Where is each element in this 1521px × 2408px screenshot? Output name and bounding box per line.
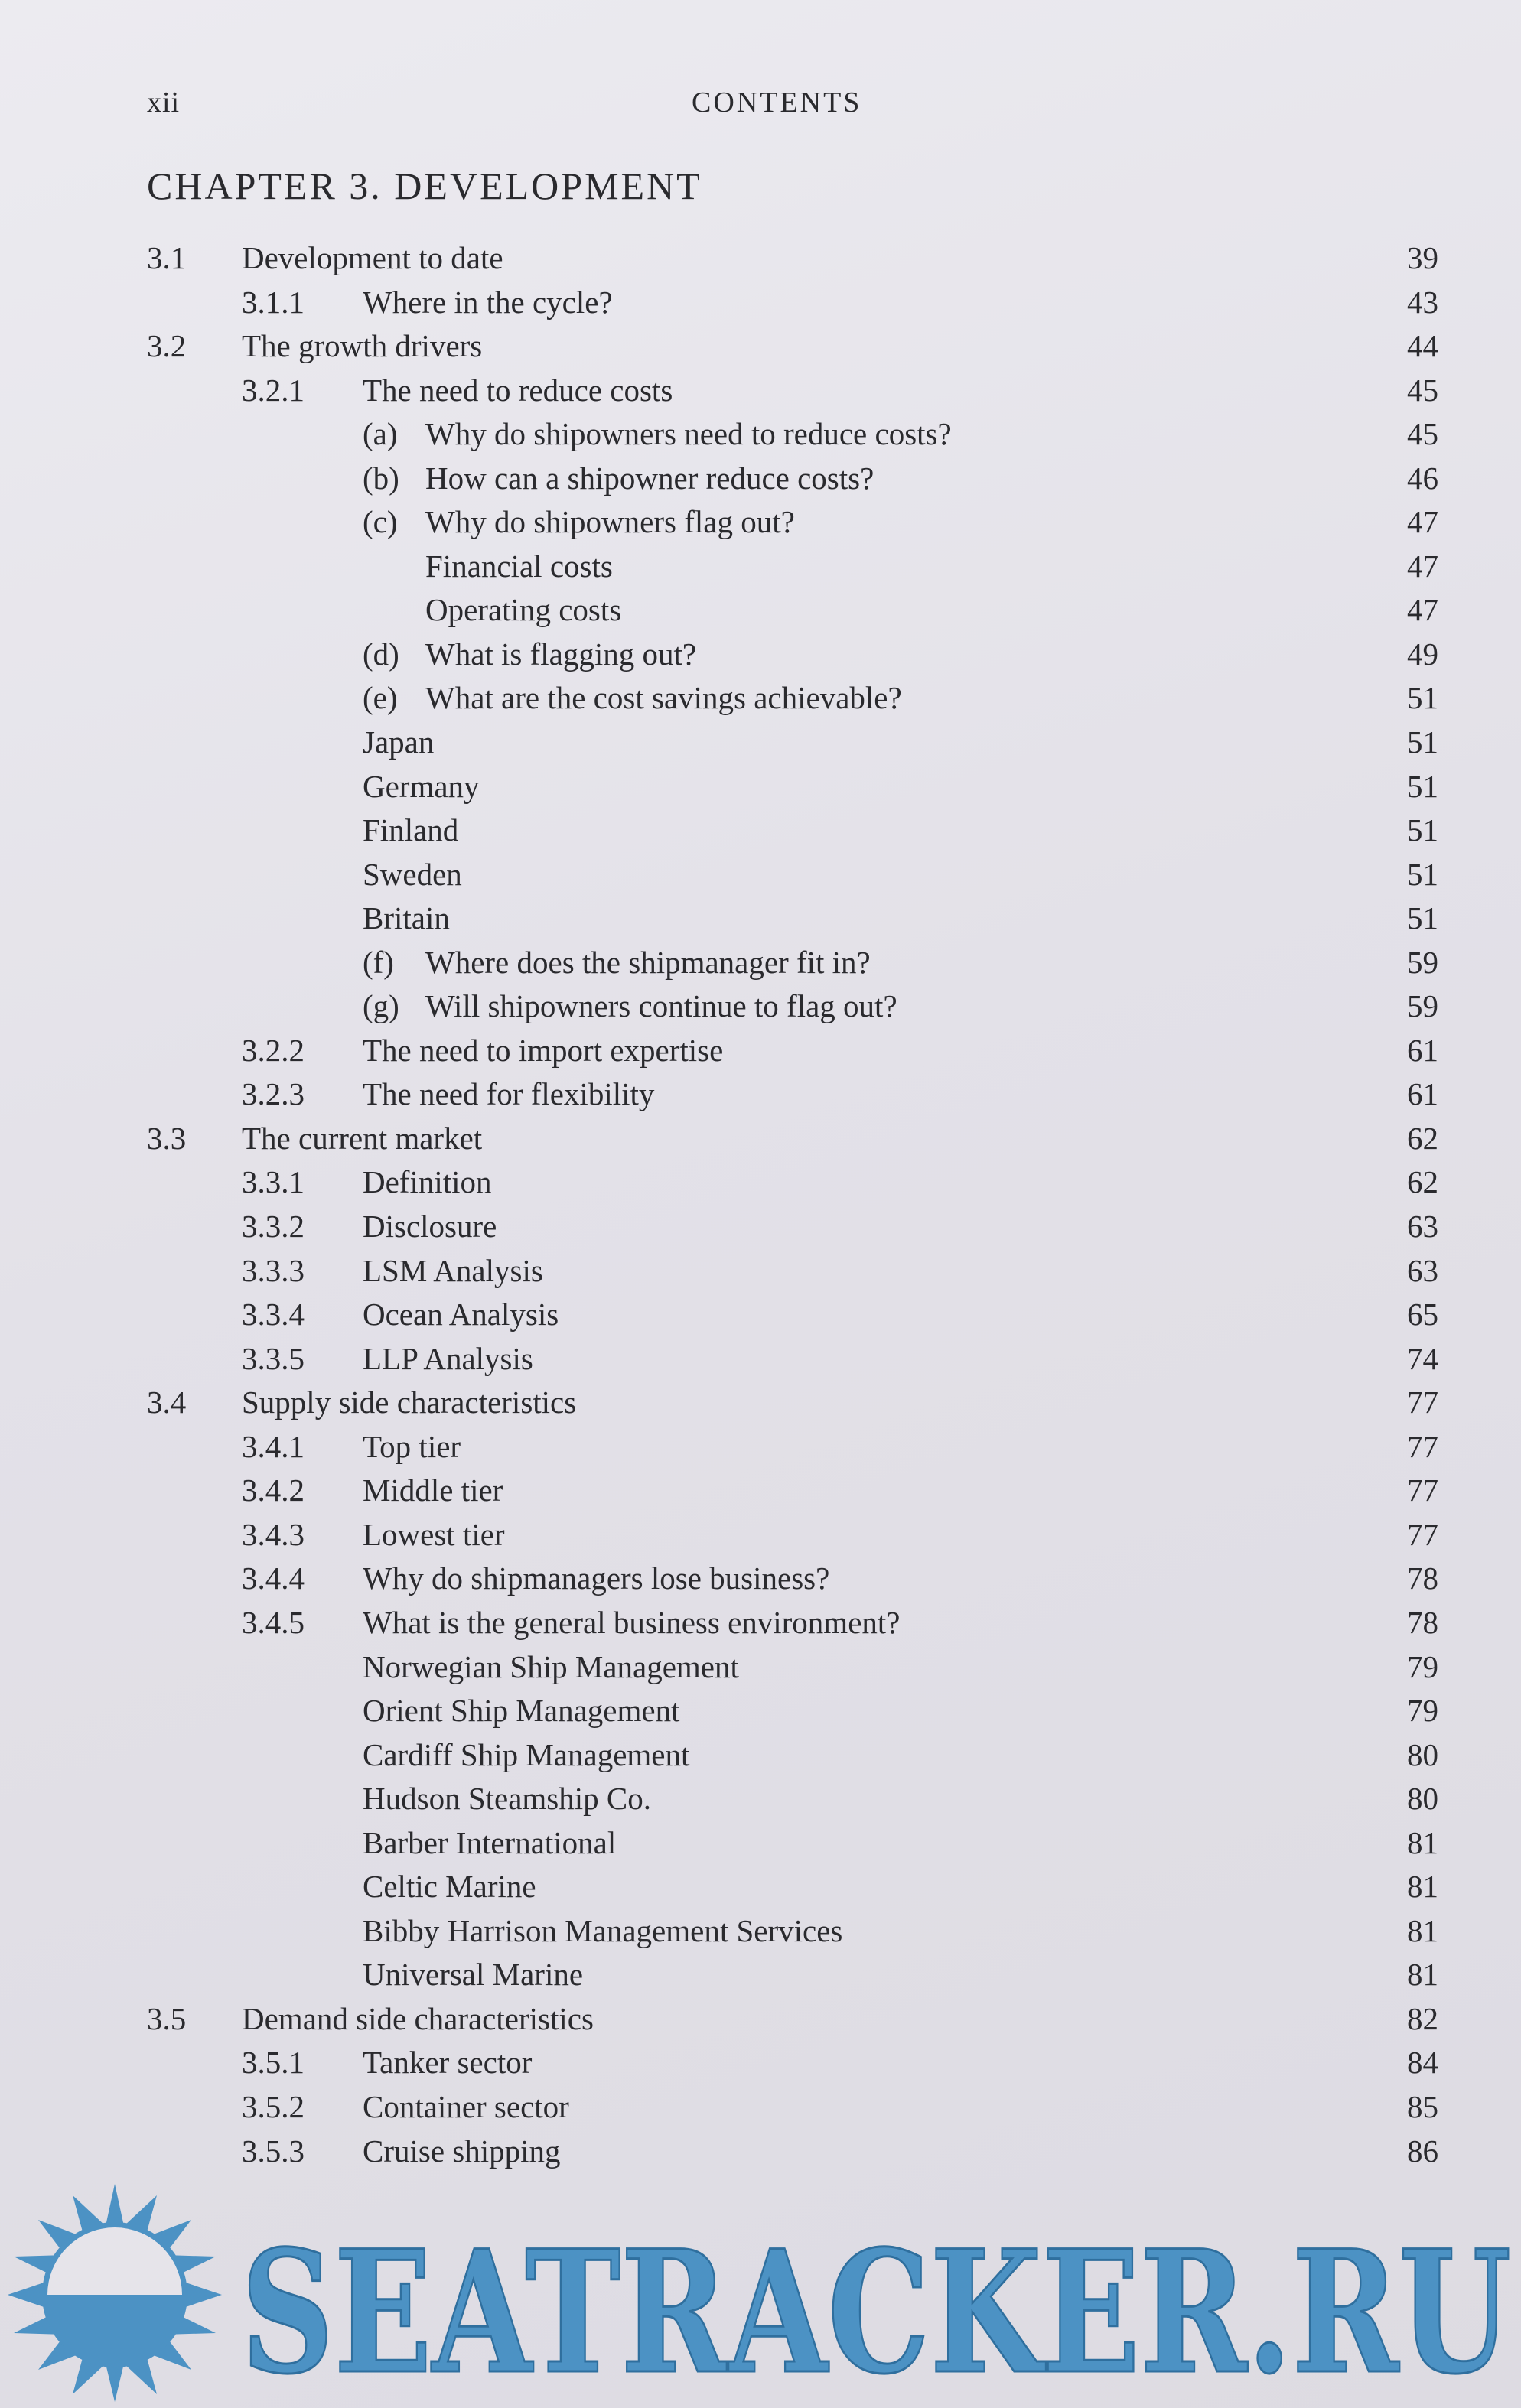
entry-page: 84 [1407, 2045, 1438, 2081]
entry-page: 45 [1407, 416, 1438, 452]
toc-entry [147, 1603, 1438, 1648]
entry-number: 3.1 [147, 240, 187, 275]
entry-page: 39 [1407, 240, 1438, 275]
toc-entry [147, 2132, 1438, 2176]
entry-number: 3.3.1 [242, 1164, 305, 1200]
toc-entry [147, 855, 1438, 900]
entry-page: 79 [1407, 1648, 1438, 1684]
entry-page: 63 [1407, 1209, 1438, 1245]
toc-entry [147, 459, 1438, 503]
entry-title: Development to date [242, 240, 503, 275]
toc-entry [147, 1207, 1438, 1251]
toc-entry [147, 1691, 1438, 1736]
entry-title: Lowest tier [363, 1516, 505, 1552]
toc-entry [147, 723, 1438, 767]
entry-page: 77 [1407, 1472, 1438, 1508]
entry-page: 63 [1407, 1252, 1438, 1288]
entry-number: 3.4.2 [242, 1472, 305, 1508]
toc-entry [147, 767, 1438, 812]
entry-title: Tanker sector [363, 2045, 533, 2081]
entry-page: 59 [1407, 944, 1438, 980]
entry-title: Universal Marine [363, 1957, 584, 1993]
entry-title: Germany [363, 768, 480, 804]
entry-page: 61 [1407, 1032, 1438, 1068]
running-head [147, 86, 1432, 124]
entry-title: Britain [363, 900, 450, 936]
entry-number: 3.1.1 [242, 284, 305, 320]
entry-page: 81 [1407, 1869, 1438, 1905]
entry-title: Container sector [363, 2088, 569, 2124]
toc-entry [147, 1295, 1438, 1339]
toc-entry [147, 1824, 1438, 1868]
entry-title: Why do shipmanagers lose business? [363, 1560, 830, 1596]
toc-entry [147, 1031, 1438, 1075]
toc-entry [147, 943, 1438, 988]
entry-number: 3.4.3 [242, 1516, 305, 1552]
entry-number: 3.5 [147, 2000, 187, 2036]
entry-title: Operating costs [425, 592, 622, 628]
entry-title: The need to reduce costs [363, 372, 673, 408]
entry-title: Cruise shipping [363, 2133, 561, 2169]
toc-entry [147, 2043, 1438, 2087]
entry-title: The need for flexibility [363, 1076, 655, 1112]
entry-title: Why do shipowners need to reduce costs? [425, 416, 952, 452]
entry-page: 85 [1407, 2088, 1438, 2124]
toc-entry [147, 987, 1438, 1031]
toc-entry [147, 1912, 1438, 1956]
entry-title: Why do shipowners flag out? [425, 504, 795, 540]
entry-page: 77 [1407, 1428, 1438, 1464]
entry-number: 3.2.2 [242, 1032, 305, 1068]
entry-title: Where does the shipmanager fit in? [425, 944, 871, 980]
entry-number: (a) [363, 416, 398, 452]
entry-number: 3.4 [147, 1385, 187, 1420]
entry-page: 47 [1407, 548, 1438, 584]
entry-title: How can a shipowner reduce costs? [425, 460, 874, 496]
running-head-title: CONTENTS [692, 86, 862, 119]
entry-title: Financial costs [425, 548, 613, 584]
entry-page: 51 [1407, 768, 1438, 804]
toc-entry [147, 283, 1438, 327]
toc-entry [147, 1075, 1438, 1119]
entry-number: (d) [363, 636, 399, 672]
entry-page: 77 [1407, 1516, 1438, 1552]
entry-title: LLP Analysis [363, 1340, 533, 1376]
entry-number: 3.4.4 [242, 1560, 305, 1596]
entry-page: 59 [1407, 988, 1438, 1024]
watermark [0, 2180, 1521, 2402]
entry-title: Celtic Marine [363, 1869, 536, 1905]
entry-title: The need to import expertise [363, 1032, 724, 1068]
entry-title: Ocean Analysis [363, 1297, 559, 1333]
entry-number: 3.3.2 [242, 1209, 305, 1245]
toc-entry [147, 239, 1438, 283]
entry-title: Supply side characteristics [242, 1385, 577, 1420]
entry-title: The current market [242, 1120, 483, 1156]
entry-page: 62 [1407, 1120, 1438, 1156]
entry-title: Sweden [363, 856, 462, 892]
entry-number: 3.2 [147, 328, 187, 364]
entry-page: 81 [1407, 1912, 1438, 1948]
toc-entry [147, 1251, 1438, 1296]
entry-page: 80 [1407, 1781, 1438, 1817]
entry-number: (b) [363, 460, 399, 496]
entry-page: 49 [1407, 636, 1438, 672]
entry-page: 86 [1407, 2133, 1438, 2169]
entry-page: 51 [1407, 680, 1438, 716]
toc-entry [147, 1427, 1438, 1472]
entry-title: Cardiff Ship Management [363, 1736, 690, 1772]
toc-entry [147, 1736, 1438, 1780]
entry-page: 81 [1407, 1824, 1438, 1860]
entry-title: Barber International [363, 1824, 617, 1860]
toc-entry [147, 1559, 1438, 1603]
entry-number: 3.5.1 [242, 2045, 305, 2081]
sun-logo-icon [8, 2184, 222, 2402]
entry-title: Middle tier [363, 1472, 503, 1508]
toc-entry [147, 1779, 1438, 1824]
entry-number: (c) [363, 504, 398, 540]
entry-number: 3.3.5 [242, 1340, 305, 1376]
toc-entry [147, 1648, 1438, 1692]
entry-title: Definition [363, 1164, 492, 1200]
entry-page: 74 [1407, 1340, 1438, 1376]
entry-title: Top tier [363, 1428, 461, 1464]
entry-page: 47 [1407, 592, 1438, 628]
entry-title: Will shipowners continue to flag out? [425, 988, 897, 1024]
entry-title: What is the general business environment? [363, 1604, 901, 1640]
toc-entry [147, 2087, 1438, 2132]
entry-page: 45 [1407, 372, 1438, 408]
entry-number: 3.4.5 [242, 1604, 305, 1640]
toc-entry [147, 811, 1438, 855]
entry-page: 77 [1407, 1385, 1438, 1420]
entry-title: Bibby Harrison Management Services [363, 1912, 843, 1948]
toc-entry [147, 1955, 1438, 2000]
entry-title: Disclosure [363, 1209, 497, 1245]
toc-entry [147, 503, 1438, 547]
toc-entry [147, 1339, 1438, 1384]
entry-number: (f) [363, 944, 394, 980]
entry-title: Orient Ship Management [363, 1693, 680, 1729]
entry-page: 82 [1407, 2000, 1438, 2036]
table-of-contents [147, 239, 1438, 2175]
entry-number: 3.2.1 [242, 372, 305, 408]
entry-page: 65 [1407, 1297, 1438, 1333]
toc-entry [147, 1119, 1438, 1163]
toc-entry [147, 1867, 1438, 1912]
entry-page: 61 [1407, 1076, 1438, 1112]
entry-page: 62 [1407, 1164, 1438, 1200]
entry-title: Hudson Steamship Co. [363, 1781, 651, 1817]
entry-page: 51 [1407, 856, 1438, 892]
toc-entry [147, 1163, 1438, 1207]
entry-page: 79 [1407, 1693, 1438, 1729]
toc-entry [147, 1471, 1438, 1515]
entry-title: Japan [363, 724, 435, 760]
entry-title: Norwegian Ship Management [363, 1648, 739, 1684]
entry-page: 78 [1407, 1604, 1438, 1640]
entry-title: Where in the cycle? [363, 284, 613, 320]
toc-entry [147, 2000, 1438, 2044]
entry-title: Demand side characteristics [242, 2000, 594, 2036]
toc-entry [147, 547, 1438, 591]
toc-entry [147, 591, 1438, 635]
entry-page: 51 [1407, 724, 1438, 760]
chapter-title: CHAPTER 3. DEVELOPMENT [147, 164, 702, 207]
entry-number: 3.2.3 [242, 1076, 305, 1112]
entry-title: What is flagging out? [425, 636, 697, 672]
entry-page: 43 [1407, 284, 1438, 320]
entry-number: 3.3.3 [242, 1252, 305, 1288]
entry-page: 46 [1407, 460, 1438, 496]
entry-page: 51 [1407, 812, 1438, 848]
entry-number: (g) [363, 988, 399, 1024]
entry-number: 3.3.4 [242, 1297, 305, 1333]
toc-entry [147, 415, 1438, 459]
entry-title: What are the cost savings achievable? [425, 680, 902, 716]
entry-title: The growth drivers [242, 328, 483, 364]
toc-entry [147, 678, 1438, 723]
entry-number: 3.5.2 [242, 2088, 305, 2124]
toc-entry [147, 327, 1438, 371]
entry-page: 81 [1407, 1957, 1438, 1993]
entry-number: 3.5.3 [242, 2133, 305, 2169]
watermark-text: SEATRACKER.RU [241, 2213, 1511, 2402]
entry-title: LSM Analysis [363, 1252, 543, 1288]
toc-entry [147, 899, 1438, 943]
entry-number: (e) [363, 680, 398, 716]
toc-entry [147, 635, 1438, 679]
page-folio: xii [147, 86, 181, 119]
entry-page: 47 [1407, 504, 1438, 540]
entry-page: 78 [1407, 1560, 1438, 1596]
toc-entry [147, 1515, 1438, 1560]
entry-number: 3.4.1 [242, 1428, 305, 1464]
entry-title: Finland [363, 812, 459, 848]
entry-number: 3.3 [147, 1120, 187, 1156]
entry-page: 51 [1407, 900, 1438, 936]
toc-entry [147, 371, 1438, 415]
toc-entry [147, 1383, 1438, 1427]
entry-page: 44 [1407, 328, 1438, 364]
entry-page: 80 [1407, 1736, 1438, 1772]
